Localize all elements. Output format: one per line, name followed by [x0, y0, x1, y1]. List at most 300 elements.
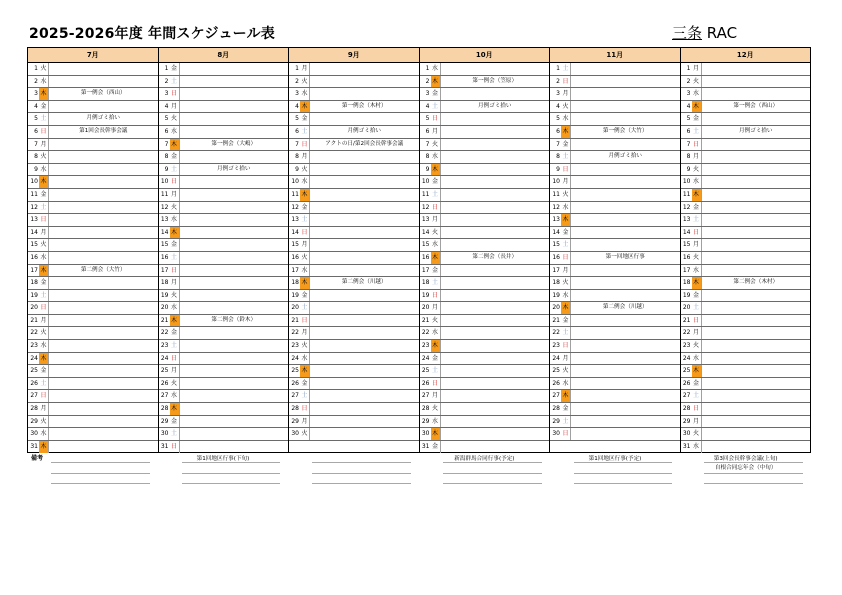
day-number: 22: [160, 329, 169, 337]
notes-rule: [51, 473, 150, 474]
day-row: [420, 113, 550, 126]
event-text: [49, 327, 158, 339]
day-number: 30: [30, 430, 38, 438]
day-number: 5: [164, 115, 169, 123]
event-text: [571, 428, 680, 440]
event-text: 月例ゴミ拾い: [347, 127, 382, 134]
day-number: 8: [556, 153, 560, 161]
day-row: [159, 277, 289, 290]
event-text: [49, 353, 158, 365]
event-text: [49, 315, 158, 327]
event-text: [180, 252, 289, 264]
page-title: 2025-2026年度 年間スケジュール表: [29, 26, 275, 42]
weekday: 木: [300, 101, 310, 113]
day-row: [159, 189, 289, 202]
weekday: 日: [431, 290, 441, 302]
day-row: [28, 164, 158, 177]
day-row: [420, 315, 550, 328]
event-text: [571, 176, 680, 188]
event-text: [310, 176, 419, 188]
day-row: [289, 63, 419, 76]
event-text: [571, 340, 680, 352]
notes-column: [27, 453, 158, 489]
day-row: [289, 315, 419, 328]
weekday: 木: [561, 302, 571, 314]
weekday: 木: [300, 189, 310, 201]
event-text: [49, 302, 158, 314]
weekday: 金: [39, 101, 49, 113]
day-number: 11: [682, 190, 691, 198]
event-text: [571, 189, 680, 201]
event-text: [49, 189, 158, 201]
day-number: 11: [160, 190, 169, 198]
notes-rule: [182, 473, 281, 474]
day-row: [159, 315, 289, 328]
event-text: [441, 441, 550, 454]
day-number: 27: [682, 392, 691, 400]
day-row: [289, 113, 419, 126]
event-text: [180, 403, 289, 415]
day-row: [420, 390, 550, 403]
day-number: 19: [552, 291, 560, 299]
day-row: [681, 302, 811, 315]
day-number: 5: [556, 115, 560, 123]
weekday: 月: [692, 416, 702, 428]
day-number: 24: [291, 354, 299, 362]
weekday: 水: [431, 327, 441, 339]
day-row: [28, 139, 158, 152]
weekday: 木: [39, 88, 49, 100]
event-text: [441, 88, 550, 100]
event-text: [441, 327, 550, 339]
month-column: [28, 48, 158, 452]
day-number: 8: [34, 153, 38, 161]
day-row: [289, 265, 419, 278]
day-row: [289, 277, 419, 290]
day-number: 15: [682, 241, 691, 249]
event-text: [571, 327, 680, 339]
day-row: [159, 239, 289, 252]
day-number: 13: [291, 216, 299, 224]
event-text: 第二例会（川越）: [341, 279, 387, 286]
weekday: 日: [561, 428, 571, 440]
day-row: [159, 252, 289, 265]
event-text: [702, 441, 811, 454]
day-number: 28: [552, 405, 560, 413]
day-number: 28: [421, 405, 430, 413]
event-text: [310, 189, 419, 201]
event-text: 第一例会（笠原）: [472, 77, 518, 84]
day-number: 21: [160, 316, 169, 324]
weekday: 火: [431, 403, 441, 415]
event-text: 第二例会（鈴木）: [211, 316, 257, 323]
day-row: [420, 340, 550, 353]
event-text: [571, 365, 680, 377]
day-row: [420, 214, 550, 227]
day-number: 22: [30, 329, 38, 337]
weekday: 木: [170, 139, 180, 151]
day-number: 1: [295, 65, 299, 72]
day-row: [289, 340, 419, 353]
day-list: [289, 63, 419, 453]
event-text: [571, 403, 680, 415]
day-number: 25: [30, 367, 38, 375]
event-text: 第一回地区行事: [605, 253, 645, 260]
notes-label: 備考: [31, 455, 44, 462]
day-row: [28, 88, 158, 101]
day-row: [28, 227, 158, 240]
day-number: 30: [421, 430, 430, 438]
day-row: [28, 151, 158, 164]
day-row: [681, 252, 811, 265]
event-text: [441, 340, 550, 352]
day-row: [159, 340, 289, 353]
day-number: 26: [421, 379, 430, 387]
day-number: 14: [30, 228, 38, 236]
event-text: [702, 302, 811, 314]
day-list: [681, 63, 811, 453]
day-row: [420, 176, 550, 189]
day-row: [681, 164, 811, 177]
weekday: 月: [561, 176, 571, 188]
day-row: [420, 353, 550, 366]
day-row: [681, 365, 811, 378]
weekday: 水: [39, 252, 49, 264]
day-row: [289, 327, 419, 340]
day-number: 28: [30, 405, 38, 413]
weekday: 金: [692, 290, 702, 302]
day-number: 23: [421, 342, 430, 350]
day-row: [289, 101, 419, 114]
weekday: 金: [39, 277, 49, 289]
day-number: 13: [160, 216, 169, 224]
day-number: 14: [421, 228, 430, 236]
day-number: 10: [421, 178, 430, 186]
day-row: [550, 302, 680, 315]
event-text: [49, 214, 158, 226]
event-text: [441, 151, 550, 163]
weekday: 日: [39, 126, 49, 138]
day-number: 5: [295, 115, 299, 123]
day-number: 29: [682, 417, 691, 425]
event-text: [310, 365, 419, 377]
weekday: 火: [300, 340, 310, 352]
event-text: [441, 63, 550, 75]
club-name: [672, 22, 737, 43]
day-number: 12: [160, 203, 169, 211]
day-row: [550, 416, 680, 429]
event-text: [702, 151, 811, 163]
event-text: [441, 416, 550, 428]
day-row: [289, 239, 419, 252]
month-header: 12月: [681, 48, 811, 63]
day-number: 15: [160, 241, 169, 249]
event-text: [571, 353, 680, 365]
weekday: 水: [561, 378, 571, 390]
event-text: 第一例会（木村）: [341, 102, 387, 109]
day-number: 29: [291, 417, 299, 425]
day-row: [28, 239, 158, 252]
day-row: [28, 252, 158, 265]
day-row: [420, 327, 550, 340]
day-row: [159, 88, 289, 101]
day-number: 28: [291, 405, 299, 413]
day-row: [28, 428, 158, 441]
event-text: [702, 365, 811, 377]
day-number: 30: [552, 430, 560, 438]
weekday: 日: [170, 353, 180, 365]
weekday: 水: [431, 239, 441, 251]
weekday: 月: [300, 239, 310, 251]
day-number: 9: [425, 165, 430, 173]
weekday: 火: [39, 327, 49, 339]
note-text: 自根合同忘年会（中旬）: [714, 465, 777, 471]
event-text: [702, 176, 811, 188]
day-number: 5: [686, 115, 691, 123]
weekday: 月: [39, 227, 49, 239]
day-number: 16: [30, 253, 38, 261]
event-text: [441, 189, 550, 201]
weekday: 水: [692, 441, 702, 454]
day-number: 27: [421, 392, 430, 400]
event-text: [180, 202, 289, 214]
event-text: [441, 139, 550, 151]
day-row: [159, 76, 289, 89]
day-number: 28: [160, 405, 169, 413]
day-number: 16: [552, 253, 560, 261]
day-number: 13: [552, 216, 560, 224]
notes-column: [288, 453, 419, 489]
day-row: [159, 151, 289, 164]
weekday: 火: [300, 164, 310, 176]
day-number: 24: [682, 354, 691, 362]
weekday: 水: [170, 126, 180, 138]
day-row: [28, 214, 158, 227]
weekday: 金: [300, 202, 310, 214]
note-text: 新潟群馬合同行事(予定): [454, 456, 515, 462]
notes-rule: [443, 483, 542, 484]
event-text: [180, 365, 289, 377]
weekday: 木: [170, 403, 180, 415]
day-number: 3: [556, 90, 560, 98]
day-row: [28, 76, 158, 89]
day-row: [681, 202, 811, 215]
day-number: 4: [686, 102, 691, 110]
day-number: 31: [160, 442, 169, 450]
event-text: [571, 214, 680, 226]
day-row: [550, 340, 680, 353]
weekday: 木: [561, 126, 571, 138]
weekday: 土: [170, 340, 180, 352]
event-text: [702, 202, 811, 214]
day-number: 29: [160, 417, 169, 425]
weekday: 金: [170, 239, 180, 251]
event-text: アクトの日/第2回会長幹事会議: [325, 140, 404, 147]
day-number: 12: [30, 203, 38, 211]
day-row: [420, 277, 550, 290]
day-list: [28, 63, 158, 453]
day-row: [420, 302, 550, 315]
day-row: [681, 390, 811, 403]
day-number: 1: [34, 65, 38, 72]
event-text: [310, 239, 419, 251]
day-row: [681, 139, 811, 152]
day-row: [550, 101, 680, 114]
day-number: 1: [425, 65, 430, 72]
event-text: [702, 139, 811, 151]
weekday: 木: [431, 340, 441, 352]
day-row: [420, 63, 550, 76]
event-text: [571, 239, 680, 251]
day-row: [550, 441, 680, 454]
weekday: 日: [170, 176, 180, 188]
day-number: 17: [552, 266, 560, 274]
day-row: [289, 164, 419, 177]
weekday: 日: [561, 164, 571, 176]
weekday: 火: [170, 113, 180, 125]
day-row: [289, 428, 419, 441]
day-row: [550, 365, 680, 378]
day-row: [681, 189, 811, 202]
weekday: 土: [431, 365, 441, 377]
weekday: 日: [561, 252, 571, 264]
weekday: 金: [170, 327, 180, 339]
day-row: [550, 202, 680, 215]
day-number: 22: [421, 329, 430, 337]
day-row: [550, 327, 680, 340]
weekday: 木: [170, 227, 180, 239]
day-number: 18: [421, 279, 430, 287]
weekday: 木: [561, 390, 571, 402]
event-text: [702, 416, 811, 428]
day-number: 2: [686, 77, 691, 85]
event-text: [702, 214, 811, 226]
weekday: 水: [39, 164, 49, 176]
weekday: 火: [692, 252, 702, 264]
event-text: [441, 126, 550, 138]
weekday: 水: [300, 265, 310, 277]
weekday: 土: [561, 327, 571, 339]
event-text: [310, 113, 419, 125]
month-header: 9月: [289, 48, 419, 63]
day-row: [28, 290, 158, 303]
event-text: [180, 353, 289, 365]
day-row: [28, 302, 158, 315]
day-number: 26: [682, 379, 691, 387]
event-text: [571, 378, 680, 390]
weekday: 金: [431, 265, 441, 277]
weekday: 木: [431, 76, 441, 88]
day-row: [681, 239, 811, 252]
month-header: 11月: [550, 48, 680, 63]
day-number: 3: [164, 90, 169, 98]
day-list: [550, 63, 680, 453]
day-row: [159, 63, 289, 76]
event-text: [571, 265, 680, 277]
event-text: [571, 139, 680, 151]
event-text: [441, 378, 550, 390]
weekday: 水: [39, 76, 49, 88]
event-text: [571, 76, 680, 88]
event-text: [49, 252, 158, 264]
day-row: [681, 315, 811, 328]
event-text: [441, 164, 550, 176]
day-row: [289, 353, 419, 366]
weekday: 日: [39, 214, 49, 226]
day-row: [550, 265, 680, 278]
weekday: 金: [692, 113, 702, 125]
day-number: 10: [682, 178, 691, 186]
event-text: [702, 315, 811, 327]
weekday: 土: [300, 126, 310, 138]
empty-cell: [289, 441, 419, 454]
weekday: 火: [431, 139, 441, 151]
weekday: 木: [39, 353, 49, 365]
weekday: 火: [692, 164, 702, 176]
day-row: [420, 252, 550, 265]
day-number: 14: [682, 228, 691, 236]
day-number: 20: [291, 304, 299, 312]
day-row: [289, 189, 419, 202]
day-row: [420, 365, 550, 378]
weekday: 金: [170, 151, 180, 163]
day-number: 17: [30, 266, 38, 274]
day-row: [289, 290, 419, 303]
notes-rule: [443, 462, 542, 463]
event-text: [702, 63, 811, 75]
weekday: 日: [431, 113, 441, 125]
event-text: 月例ゴミ拾い: [477, 102, 512, 109]
event-text: [310, 151, 419, 163]
notes-rule: [574, 462, 673, 463]
weekday: 木: [39, 176, 49, 188]
day-row: [420, 416, 550, 429]
event-text: [702, 164, 811, 176]
day-row: [550, 378, 680, 391]
day-row: [420, 239, 550, 252]
day-row: [159, 265, 289, 278]
day-row: [420, 151, 550, 164]
weekday: 土: [300, 214, 310, 226]
weekday: 日: [431, 202, 441, 214]
event-text: [702, 428, 811, 440]
event-text: [310, 252, 419, 264]
day-number: 4: [34, 102, 38, 110]
weekday: 水: [39, 428, 49, 440]
weekday: 金: [170, 416, 180, 428]
weekday: 月: [431, 214, 441, 226]
day-row: [289, 302, 419, 315]
weekday: 日: [431, 378, 441, 390]
day-number: 27: [291, 392, 299, 400]
day-row: [159, 164, 289, 177]
day-number: 26: [30, 379, 38, 387]
month-header: 10月: [420, 48, 550, 63]
event-text: [180, 214, 289, 226]
event-text: [441, 353, 550, 365]
weekday: 水: [561, 202, 571, 214]
event-text: [49, 151, 158, 163]
day-row: [289, 416, 419, 429]
day-number: 22: [291, 329, 299, 337]
event-text: [571, 63, 680, 75]
event-text: 第一例会（大嶋）: [211, 140, 257, 147]
day-number: 25: [421, 367, 430, 375]
day-row: [159, 403, 289, 416]
weekday: 月: [692, 63, 702, 75]
day-row: [28, 277, 158, 290]
event-text: [702, 378, 811, 390]
